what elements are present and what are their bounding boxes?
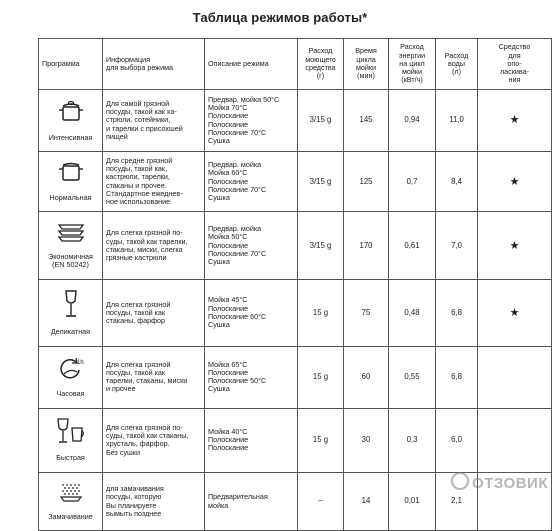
description-cell: Предвар. мойка Мойка 50°С Полоскание Полоскание 70°С Сушка <box>205 212 298 280</box>
description-cell: Мойка 65°С Полоскание Полоскание 50°С Сушка <box>205 346 298 408</box>
col-header-description: Описание режима <box>205 39 298 90</box>
col-header-water: Расход воды (л) <box>436 39 478 90</box>
water-cell: 6,0 <box>436 408 478 472</box>
info-cell: для замачивания посуды, которую Вы планируете вымыть позднее <box>103 472 205 530</box>
program-name: Интенсивная <box>48 132 93 142</box>
pot-icon <box>58 99 84 123</box>
program-name: Быстрая <box>56 453 85 463</box>
detergent-cell: 3/15 g <box>298 152 344 212</box>
description-cell: Мойка 45°С Полоскание Полоскание 60°С Сушка <box>205 280 298 346</box>
water-cell: 6,8 <box>436 280 478 346</box>
svg-text:1h: 1h <box>76 359 84 366</box>
table-row <box>39 90 552 152</box>
energy-cell: 0,55 <box>389 346 436 408</box>
description-cell: Предвар. мойка Мойка 60°С Полоскание Полоскание 70°С Сушка <box>205 152 298 212</box>
description-cell: Мойка 40°С Полоскание Полоскание <box>205 408 298 472</box>
table-row <box>39 408 552 472</box>
energy-cell: 0,3 <box>389 408 436 472</box>
rinse-cell: ★ <box>478 212 552 280</box>
program-name: Экономичная (EN 50242) <box>48 251 93 270</box>
program-cell <box>39 152 103 212</box>
info-cell: Для слегка грязной по- суды, такой как тарелки, стаканы, миски, слегка грязные кастрюли <box>103 212 205 280</box>
soak-icon <box>59 482 83 502</box>
program-name: Нормальная <box>49 192 92 202</box>
program-cell <box>39 90 103 152</box>
rinse-cell: ★ <box>478 152 552 212</box>
program-name: Часовая <box>56 389 85 399</box>
program-cell <box>39 346 103 408</box>
water-cell: 6,8 <box>436 346 478 408</box>
glass-cup-icon <box>56 418 86 444</box>
program-cell <box>39 280 103 346</box>
table-row <box>39 280 552 346</box>
detergent-cell: – <box>298 472 344 530</box>
watermark <box>451 472 548 492</box>
table-row <box>39 346 552 408</box>
col-header-info: Информация для выбора режима <box>103 39 205 90</box>
energy-cell: 0,48 <box>389 280 436 346</box>
table-row <box>39 212 552 280</box>
col-header-detergent: Расход моющего средства (г) <box>298 39 344 90</box>
col-header-energy: Расход энергии на цикл мойки (кВт/ч) <box>389 39 436 90</box>
header-row <box>39 39 552 90</box>
program-table <box>38 38 552 531</box>
energy-cell: 0,01 <box>389 472 436 530</box>
info-cell: Для средне грязной посуды, такой как, кастрюли, тарелки, стаканы и прочее. Стандартное ежеднев- ное использование <box>103 152 205 212</box>
time-cell: 30 <box>344 408 389 472</box>
detergent-cell: 15 g <box>298 280 344 346</box>
rinse-cell: ★ <box>478 280 552 346</box>
description-cell: Предвар. мойка 50°С Мойка 70°С Полоскание Полоскание Полоскание 70°С Сушка <box>205 90 298 152</box>
water-cell: 2,1 <box>436 472 478 530</box>
program-cell <box>39 212 103 280</box>
pot-icon <box>58 161 84 183</box>
info-cell: Для слегка грязной посуды, такой как стаканы, фарфор <box>103 280 205 346</box>
page-title: Таблица режимов работы* <box>192 10 368 25</box>
info-cell: Для слегка грязной посуды, такой как тарелки, стаканы, миски и прочее <box>103 346 205 408</box>
rinse-cell <box>478 408 552 472</box>
rinse-cell: ★ <box>478 90 552 152</box>
1h-icon <box>58 356 84 380</box>
time-cell: 145 <box>344 90 389 152</box>
energy-cell: 0,94 <box>389 90 436 152</box>
detergent-cell: 15 g <box>298 346 344 408</box>
detergent-cell: 15 g <box>298 408 344 472</box>
watermark-text: ОТЗОВИК <box>472 475 548 492</box>
col-header-time: Время цикла мойки (мин) <box>344 39 389 90</box>
watermark-logo-icon <box>451 472 469 490</box>
energy-cell: 0,7 <box>389 152 436 212</box>
program-cell <box>39 472 103 530</box>
info-cell: Для слегка грязной по- суды, такой как стаканы, хрусталь, фарфор. Без сушки <box>103 408 205 472</box>
description-cell: Предварительная мойка <box>205 472 298 530</box>
rinse-cell <box>478 346 552 408</box>
col-header-program: Программа <box>39 39 103 90</box>
water-cell: 11,0 <box>436 90 478 152</box>
water-cell: 7,0 <box>436 212 478 280</box>
detergent-cell: 3/15 g <box>298 212 344 280</box>
program-name: Деликатная <box>50 326 91 336</box>
info-cell: Для самой грязной посуды, такой как ка- стрюли, сотейники, и тарелки с присохшей пищей <box>103 90 205 152</box>
plates-icon <box>56 222 86 242</box>
water-cell: 8,4 <box>436 152 478 212</box>
time-cell: 170 <box>344 212 389 280</box>
table-row <box>39 152 552 212</box>
time-cell: 125 <box>344 152 389 212</box>
energy-cell: 0,61 <box>389 212 436 280</box>
time-cell: 14 <box>344 472 389 530</box>
time-cell: 75 <box>344 280 389 346</box>
wine-glass-icon <box>63 290 79 318</box>
program-cell <box>39 408 103 472</box>
time-cell: 60 <box>344 346 389 408</box>
col-header-rinse: Средство для опо- ласкива- ния <box>478 39 552 90</box>
detergent-cell: 3/15 g <box>298 90 344 152</box>
program-name: Замачивание <box>48 511 93 521</box>
